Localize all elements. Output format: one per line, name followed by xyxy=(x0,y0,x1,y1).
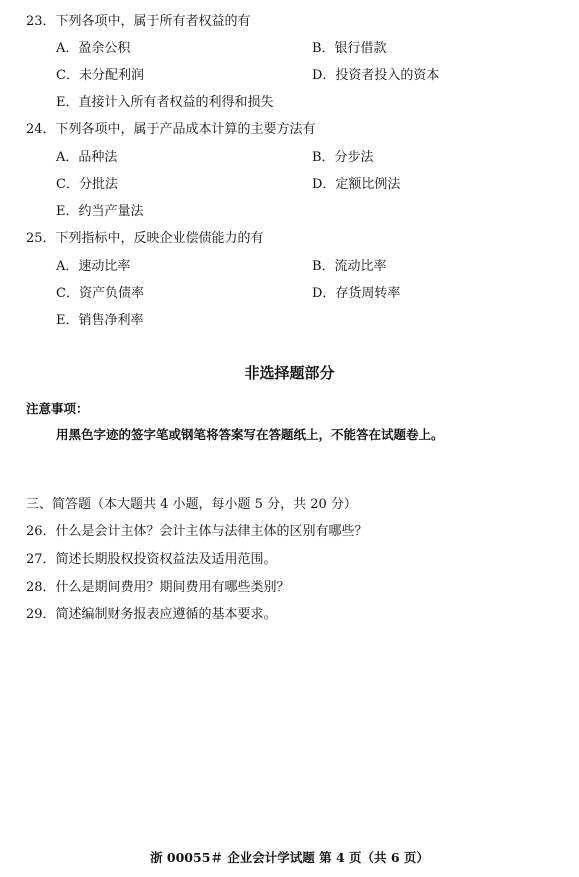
question-28: 28．什么是期间费用？期间费用有哪些类别？ xyxy=(26,580,290,595)
part3-heading: 三、简答题（本大题共 4 小题，每小题 5 分，共 20 分） xyxy=(26,497,357,512)
question-25-option-c: C．资产负债率 xyxy=(56,286,144,301)
question-24-option-c: C．分批法 xyxy=(56,177,118,192)
question-24-option-d: D．定额比例法 xyxy=(312,177,401,192)
question-23-option-d: D．投资者投入的资本 xyxy=(312,68,440,83)
question-29: 29．简述编制财务报表应遵循的基本要求。 xyxy=(26,607,277,622)
notice-body: 用黑色字迹的签字笔或钢笔将答案写在答题纸上，不能答在试题卷上。 xyxy=(56,427,444,442)
question-25-stem: 25．下列指标中，反映企业偿债能力的有 xyxy=(26,231,264,246)
question-27: 27．简述长期股权投资权益法及适用范围。 xyxy=(26,552,277,567)
question-23-option-b: B．银行借款 xyxy=(312,41,387,56)
question-24-stem: 24．下列各项中，属于产品成本计算的主要方法有 xyxy=(26,122,316,137)
question-25-option-e: E．销售净利率 xyxy=(56,313,144,328)
section-title: 非选择题部分 xyxy=(244,364,335,382)
notice-heading: 注意事项： xyxy=(26,401,89,416)
question-23-option-a: A．盈余公积 xyxy=(56,41,131,56)
question-23-option-e: E．直接计入所有者权益的利得和损失 xyxy=(56,95,274,110)
question-24-option-b: B．分步法 xyxy=(312,150,374,165)
question-26: 26．什么是会计主体？会计主体与法律主体的区别有哪些？ xyxy=(26,524,368,539)
question-24-option-a: A．品种法 xyxy=(56,150,118,165)
question-25-option-b: B．流动比率 xyxy=(312,259,387,274)
question-23-stem: 23．下列各项中，属于所有者权益的有 xyxy=(26,14,251,29)
page-footer: 浙 00055＃ 企业会计学试题 第 4 页（共 6 页） xyxy=(150,850,429,865)
question-25-option-a: A．速动比率 xyxy=(56,259,131,274)
question-25-option-d: D．存货周转率 xyxy=(312,286,401,301)
question-24-option-e: E．约当产量法 xyxy=(56,204,144,219)
question-23-option-c: C．未分配利润 xyxy=(56,68,144,83)
